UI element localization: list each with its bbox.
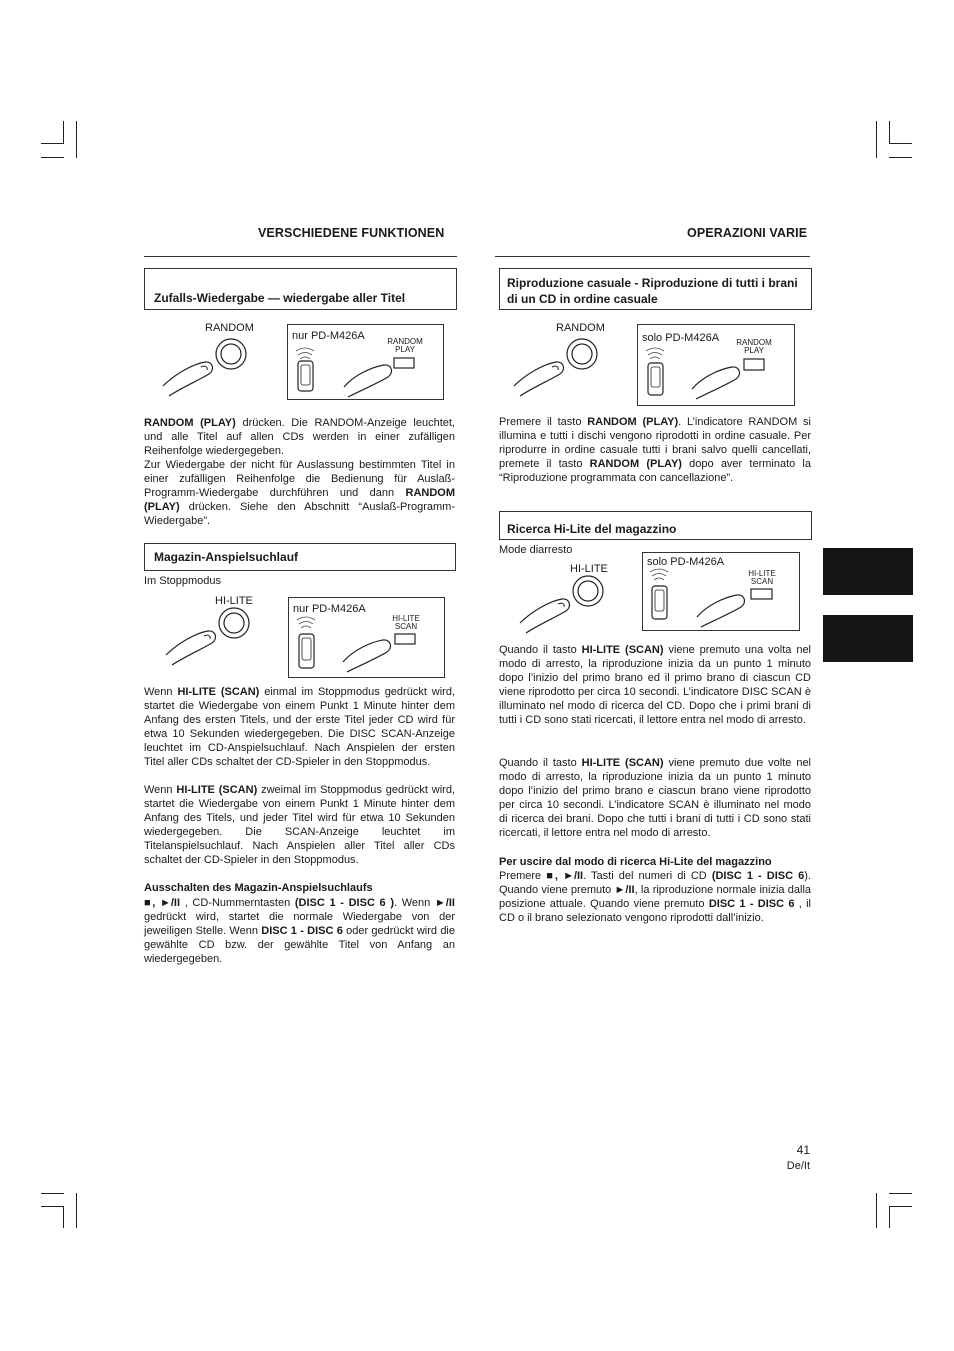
remote-note: nur PD-M426A [293,603,366,615]
text-span: Wenn [144,784,177,796]
crop-mark [889,1206,912,1207]
bold-key: HI-LITE (SCAN) [177,686,260,698]
bold-key: HI-LITE (SCAN) [581,757,664,769]
crop-mark [63,121,64,144]
remote-panel [642,552,800,631]
scan-paragraph-1 [499,643,811,727]
text-span: ). Quando viene premuto [499,870,811,896]
text-span: . L’indicatore RANDOM si illumina e tutti i dischi vengono riprodotti in ordine casuale. Per riprodurre in ordine casuale tutti i brani salvo quelli cancellati, premete il tasto [499,416,811,470]
language-code: De/It [786,1160,810,1172]
remote-key-line2: SCAN [394,622,418,631]
remote-key-line2: PLAY [395,345,415,354]
remote-key-line1: RANDOM [387,337,423,346]
stop-play-pause-icon: ■, ►/II [546,870,584,882]
crop-mark [889,157,912,158]
language-tab [823,615,913,662]
crop-mark [876,1193,877,1228]
random-paragraph [144,416,455,528]
bold-key: DISC 1 - DISC 6 [708,898,795,910]
random-paragraph [499,415,811,485]
remote-key-line1: HI-LITE [392,614,420,623]
stop-play-pause-icon: ■, ►/II [144,897,181,909]
section-header: VERSCHIEDENE FUNKTIONEN [258,226,445,240]
remote-illustration [288,325,443,399]
random-title-text: Zufalls-Wiedergabe — wiedergabe aller Titel [154,291,406,305]
cancel-title: Per uscire dal modo di ricerca Hi-Lite del magazzino [499,856,772,868]
scan-paragraph-2 [499,756,811,840]
finger-press-icon [155,338,255,400]
crop-mark [41,1193,64,1194]
remote-note: solo PD-M426A [647,556,725,568]
scan-title-text: Ricerca Hi-Lite del magazzino [507,522,677,536]
text-span: Quando il tasto [499,644,582,656]
crop-mark [889,1193,912,1194]
remote-illustration [289,598,444,677]
hilite-button-label: HI-LITE [570,563,608,575]
crop-mark [41,143,64,144]
cancel-paragraph [144,896,455,966]
crop-mark [41,157,64,158]
bold-key: RANDOM (PLAY) [589,458,682,470]
remote-illustration [638,325,794,405]
bold-key: (DISC 1 - DISC 6 ) [294,897,394,909]
remote-key-line2: PLAY [744,346,764,355]
text-span: Zur Wiedergabe der nicht für Auslassung bestimmten Titel in einer zufälligen Reihenfolge die Bedienung für Auslaß-Programm-Wiedergabe durchführen und dann [144,459,455,499]
bold-key: (DISC 1 - DISC 6 [711,870,805,882]
section-header: OPERAZIONI VARIE [687,226,808,240]
mode-label: Im Stoppmodus [144,575,222,587]
header-rule [495,256,810,257]
cancel-title: Ausschalten des Magazin-Anspielsuchlaufs [144,882,373,894]
text-span: , il CD o il brano selezionato vengono riprodotti dall’inizio. [499,898,811,924]
finger-press-icon [512,575,612,637]
bold-key: RANDOM (PLAY) [144,417,236,429]
mode-label: Mode diarresto [499,544,573,556]
text-span: Premere il tasto [499,416,588,428]
finger-press-icon [506,338,606,400]
crop-mark [889,121,890,144]
text-span: , la riproduzione normale inizia dalla posizione attuale. Quando viene premuto [499,884,812,910]
text-span: dopo aver terminato la “Riproduzione programmata con cancellazione”. [499,458,811,484]
bold-key: DISC 1 - DISC 6 [261,925,343,937]
remote-illustration [643,553,799,630]
remote-key-line2: SCAN [750,577,774,586]
bold-key: HI-LITE (SCAN) [176,784,258,796]
play-pause-icon: ►/II [614,884,635,896]
text-span: gedrückt wird, startet die normale Wiedergabe von der jeweiligen Stelle. Wenn [144,911,455,937]
text-span: Quando il tasto [499,757,582,769]
hilite-button-label: HI-LITE [215,595,253,607]
cancel-paragraph [499,869,811,925]
crop-mark [889,143,912,144]
bold-key: RANDOM (PLAY) [144,487,455,513]
crop-mark [63,1206,64,1228]
language-tab [823,548,913,595]
remote-panel [288,597,445,678]
text-span: oder gedrückt wird die gewählte CD bzw. der gewählte Titel von Anfang an wiedergegeben. [144,925,455,965]
crop-mark [876,121,877,158]
bold-key: HI-LITE (SCAN) [581,644,664,656]
play-pause-icon: ►/II [434,897,455,909]
remote-key-line1: RANDOM [736,338,772,347]
scan-paragraph-1 [144,685,455,769]
random-button-label: RANDOM [205,322,254,334]
scan-title-text: Magazin-Anspielsuchlauf [154,550,299,564]
text-span: drücken. Siehe den Abschnitt “Auslaß-Programm-Wiedergabe”. [144,501,455,527]
remote-panel [637,324,795,406]
scan-title [499,511,812,540]
crop-mark [889,1206,890,1228]
remote-panel [287,324,444,400]
text-span: . Wenn [394,897,435,909]
text-span: einmal im Stoppmodus gedrückt wird, startet die Wiedergabe von einem Punkt 1 Minute hinter dem Anfang des ersten Titels, und der erste Titel jeder CD wird für etwa 10 Sekunden wiedergegeben. Die DISC SCAN-Anzeige leuchtet im CD-Anspielsuchlauf. Nach Anspielen der ersten Titel aller CDs schaltet der CD-Spieler in den Stoppmodus. [144,686,456,768]
random-title [499,268,812,310]
text-span: Premere [499,870,547,882]
crop-mark [76,1193,77,1228]
bold-key: RANDOM (PLAY) [587,416,679,428]
crop-mark [76,121,77,158]
scan-paragraph-2 [144,783,455,867]
remote-note: nur PD-M426A [292,330,365,342]
text-span: Wenn [144,686,178,698]
random-title [144,268,457,310]
text-span: viene premuto due volte nel modo di arresto, la riproduzione inizia da un punto 1 minuto dopo l’inizio del primo brano e ciascun brano viene riprodotto per circa 10 secondi. L’indicatore SCAN è illuminato nel modo di ricerca dei brani. Dopo che tutti i brani di tutti i CD sono stati ricercati, il lettore entra nel modo di arresto. [499,757,812,839]
text-span: viene premuto una volta nel modo di arresto, la riproduzione inizia da un punto 1 minuto dopo l’inizio del primo brano ed il primo brano di ciascun CD viene riprodotto per circa 10 secondi. L’indicatore DISC SCAN è illuminato nel modo di ricerca del CD. Dopo che i primi brani di tutti i CD sono stati ricercati, il lettore entra nel modo di arresto. [499,644,812,726]
text-span: , CD-Nummerntasten [180,897,295,909]
scan-title [144,543,456,571]
random-button-label: RANDOM [556,322,605,334]
finger-press-icon [158,607,258,669]
text-span: . Tasti del numeri di CD [583,870,712,882]
text-span: zweimal im Stoppmodus gedrückt wird, startet die Wiedergabe von einem Punkt 1 Minute hinter dem Anfang des Titels, und jeder Titel wird für etwa 10 Sekunden wiedergegeben. Die SCAN-Anzeige leuchtet im Titelanspielsuchlauf. Nach Anspielen aller Titel aller CDs schaltet der CD-Spieler in den Stoppmodus. [144,784,456,866]
remote-note: solo PD-M426A [642,332,720,344]
text-span: drücken. Die RANDOM-Anzeige leuchtet, und alle Titel auf allen CDs werden in einer zufälligen Reihenfolge wiedergegeben. [144,417,455,457]
header-rule [144,256,457,257]
page-number: 41 [796,1143,810,1157]
remote-key-line1: HI-LITE [748,569,776,578]
random-title-text: Riproduzione casuale - Riproduzione di tutti i brani di un CD in ordine casuale [507,276,798,306]
crop-mark [41,1206,64,1207]
